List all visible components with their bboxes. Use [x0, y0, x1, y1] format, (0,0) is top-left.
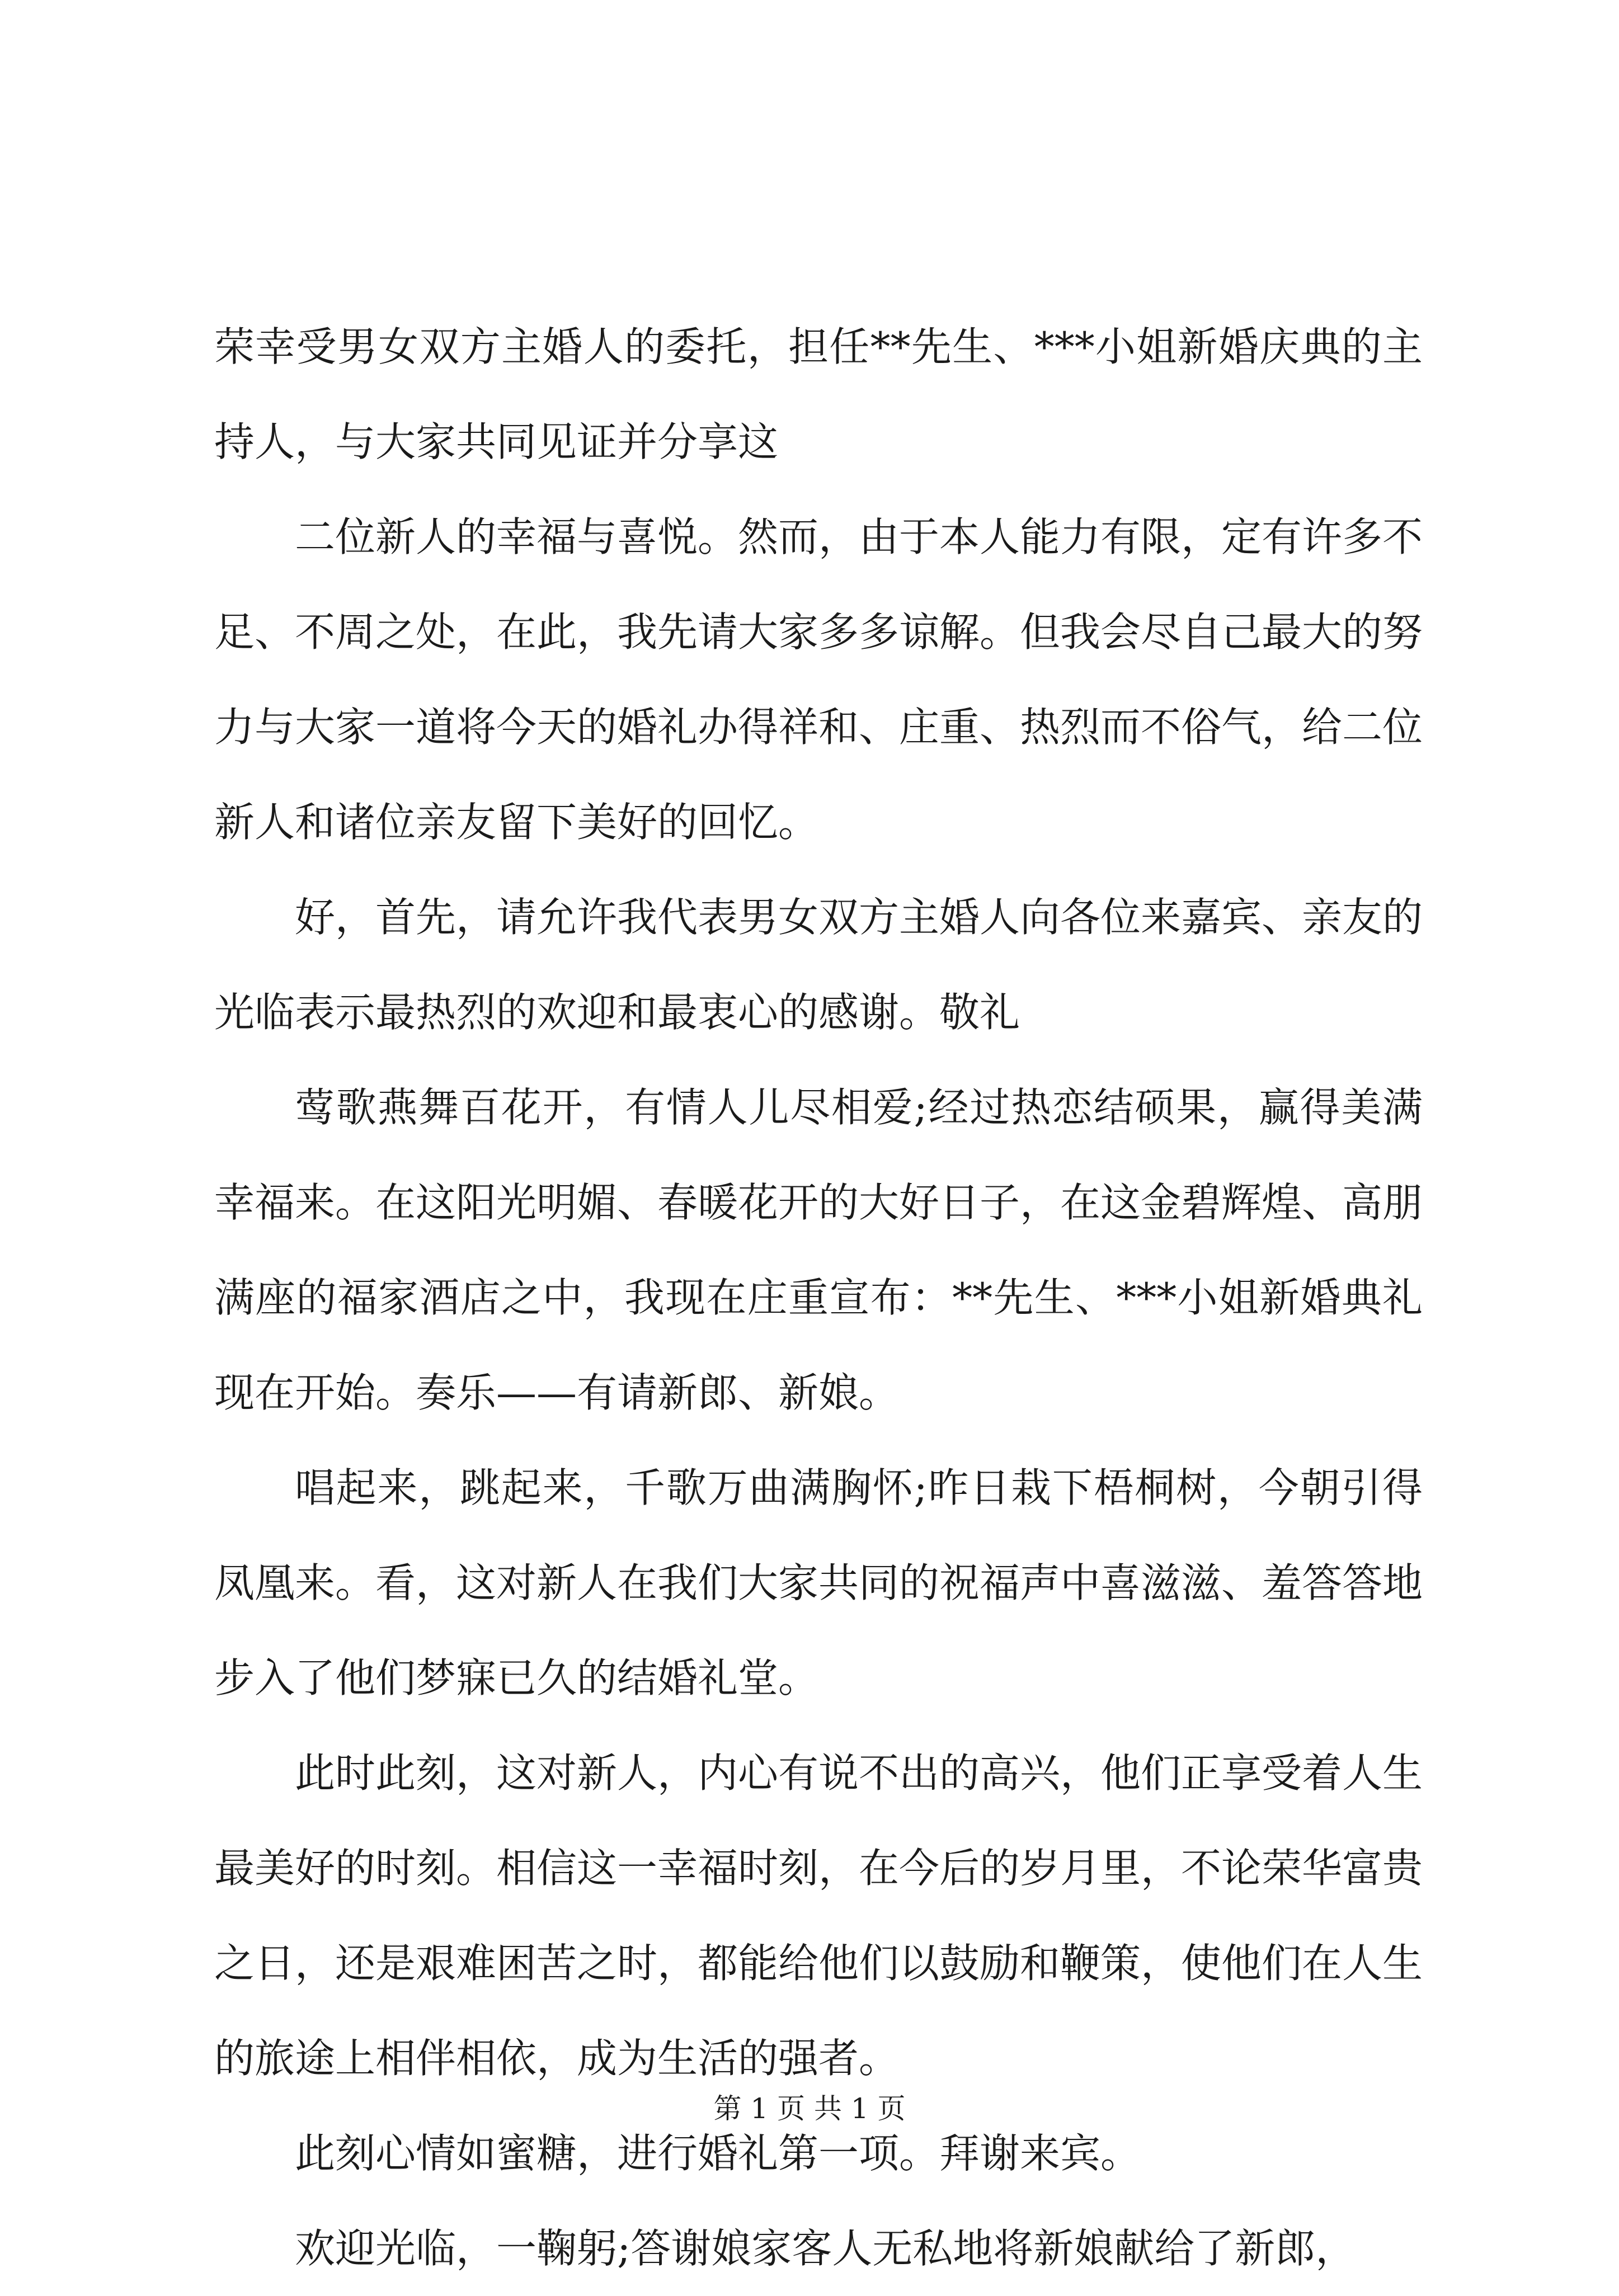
paragraph-8: 欢迎光临，一鞠躬;答谢娘家客人无私地将新娘献给了新郎，	[295, 2225, 1356, 2272]
paragraph-2: 二位新人的幸福与喜悦。然而，由于本人能力有限，定有许多不足、不周之处，在此，我先请大家多多谅解。但我会尽自己最大的努力与大家一道将今天的婚礼办得祥和、庄重、热烈而不俗气，给二位新人和诸位亲友留下美好的回忆。	[214, 513, 1423, 846]
paragraph-3: 好，首先，请允许我代表男女双方主婚人向各位来嘉宾、亲友的光临表示最热烈的欢迎和最衷心的感谢。敬礼	[214, 894, 1423, 1036]
document-body	[214, 299, 1423, 2296]
page-footer	[0, 2089, 1619, 2128]
paragraph-4: 莺歌燕舞百花开，有情人儿尽相爱;经过热恋结硕果，赢得美满幸福来。在这阳光明媚、春暖花开的大好日子，在这金碧辉煌、高朋满座的福家酒店之中，我现在庄重宣布：**先生、***小姐新婚典礼现在开始。奏乐——有请新郎、新娘。	[214, 1084, 1423, 1416]
paragraph-7: 此刻心情如蜜糖，进行婚礼第一项。拜谢来宾。	[295, 2130, 1141, 2177]
paragraph-1: 荣幸受男女双方主婚人的委托，担任**先生、***小姐新婚庆典的主持人，与大家共同见证并分享这	[214, 323, 1423, 465]
paragraph-5: 唱起来，跳起来，千歌万曲满胸怀;昨日栽下梧桐树，今朝引得凤凰来。看，这对新人在我们大家共同的祝福声中喜滋滋、羞答答地步入了他们梦寐已久的结婚礼堂。	[214, 1464, 1423, 1701]
paragraph-6: 此时此刻，这对新人，内心有说不出的高兴，他们正享受着人生最美好的时刻。相信这一幸福时刻，在今后的岁月里，不论荣华富贵之日，还是艰难困苦之时，都能给他们以鼓励和鞭策，使他们在人生的旅途上相伴相依，成为生活的强者。	[214, 1750, 1423, 2082]
page-number-label: 第 1 页 共 1 页	[713, 2092, 906, 2125]
